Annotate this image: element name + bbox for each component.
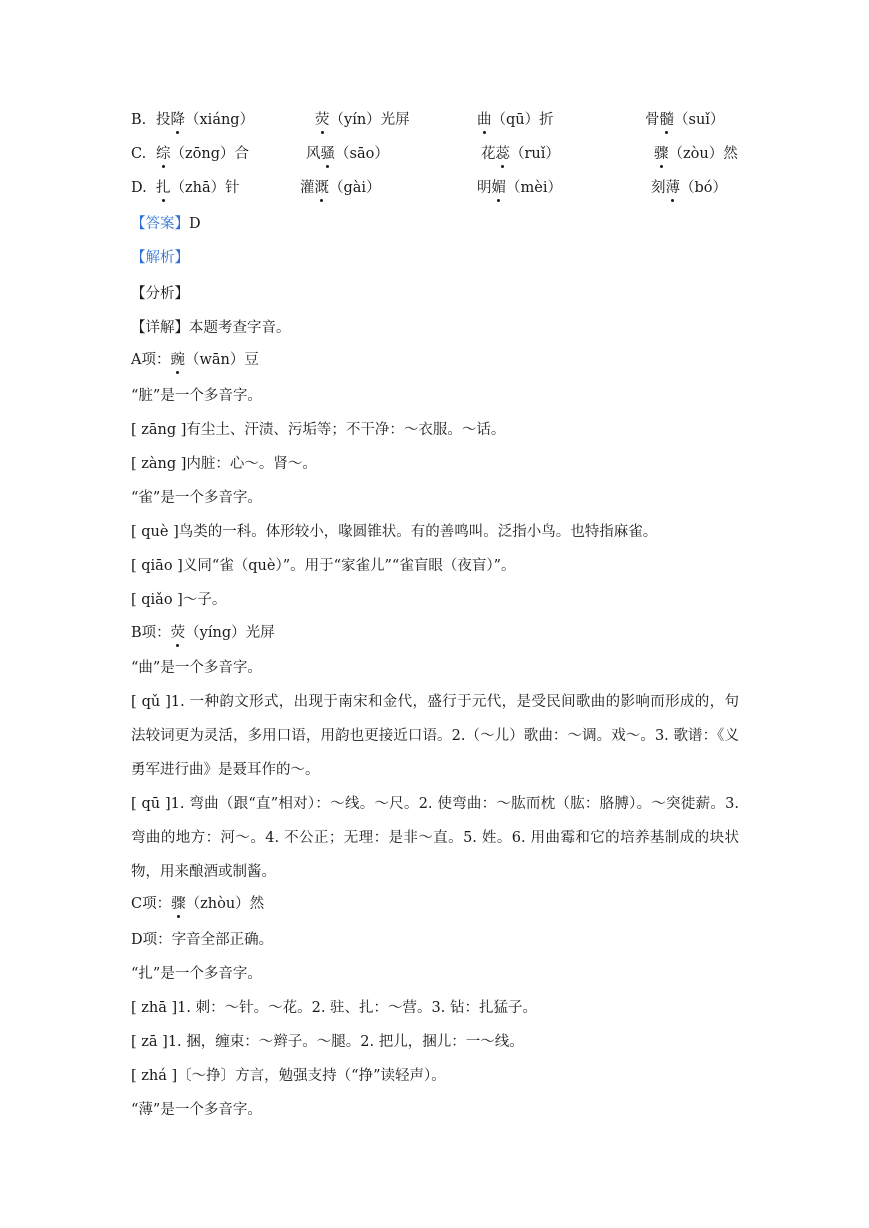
detail-intro: 【详解】本题考查字音。 xyxy=(131,320,291,336)
c-item-line: C项：骤（zhòu）然 xyxy=(131,896,265,912)
zha-def-3: [ zhá ]〔～挣〕方言，勉强支持（“挣”读轻声）。 xyxy=(131,1068,446,1084)
zha-def-2: [ zā ]1. 捆，缠束：～辫子。～腿。2. 把儿，捆儿：一～线。 xyxy=(131,1034,524,1050)
option-c-item-3: 花蕊（ruǐ） xyxy=(481,146,560,162)
zha-def-1: [ zhā ]1. 刺：～针。～花。2. 驻、扎：～营。3. 钻：扎猛子。 xyxy=(131,1000,537,1016)
answer-tag: 【答案】 xyxy=(131,216,189,232)
option-d-label: D. xyxy=(131,180,147,196)
qu-intro: “曲”是一个多音字。 xyxy=(131,660,262,676)
option-c-item-2: 风骚（sāo） xyxy=(306,146,389,162)
zang-intro: “脏”是一个多音字。 xyxy=(131,388,262,404)
option-d-item-1: 扎（zhā）针 xyxy=(156,180,240,196)
analysis-tag: 【解析】 xyxy=(131,250,189,266)
zang-def-2: [ zàng ]内脏：心～。肾～。 xyxy=(131,456,317,472)
qu-def-2: [ qū ]1. 弯曲（跟“直”相对）：～线。～尺。2. 使弯曲：～肱而枕（肱：胳膊）。～突徙薪。3. 弯曲的地方：河～。4. 不公正；无理：是非～直。5. 姓。6. 用曲霉和它的培养基制成的块状物，用来酿酒或制酱。 xyxy=(131,796,739,880)
option-d-item-3: 明媚（mèi） xyxy=(477,180,562,196)
que-intro: “雀”是一个多音字。 xyxy=(131,490,262,506)
option-b-item-3: 曲（qū）折 xyxy=(477,112,554,128)
option-b-item-1: 投降（xiáng） xyxy=(156,112,255,128)
zang-def-1: [ zāng ]有尘土、汗渍、污垢等；不干净：～衣服。～话。 xyxy=(131,422,506,438)
zha-intro: “扎”是一个多音字。 xyxy=(131,966,262,982)
answer-line xyxy=(131,214,201,234)
b-item-line: B项：荧（yíng）光屏 xyxy=(131,625,275,641)
answer-value: D xyxy=(189,216,201,232)
a-item-line: A项：豌（wān）豆 xyxy=(131,352,259,368)
option-b-label: B. xyxy=(131,112,147,128)
option-b-item-2: 荧（yín）光屏 xyxy=(315,112,410,128)
option-d-item-2: 灌溉（gài） xyxy=(300,180,381,196)
que-def-2: [ qiāo ]义同“雀（què）”。用于“家雀儿”“雀盲眼（夜盲）”。 xyxy=(131,558,516,574)
option-b-item-4: 骨髓（suǐ） xyxy=(645,112,725,128)
fenxi-heading: 【分析】 xyxy=(131,286,189,302)
option-c-item-1: 综（zōng）合 xyxy=(156,146,249,162)
option-d-item-4: 刻薄（bó） xyxy=(651,180,728,196)
d-item-line: D项：字音全部正确。 xyxy=(131,932,274,948)
option-c-item-4: 骤（zòu）然 xyxy=(654,146,738,162)
qu-def-1: [ qǔ ]1. 一种韵文形式，出现于南宋和金代，盛行于元代，是受民间歌曲的影响而形成的，句法较词更为灵活，多用口语，用韵也更接近口语。2.（～儿）歌曲：～调。戏～。3. 歌谱：《义勇军进行曲》是聂耳作的～。 xyxy=(131,694,739,778)
que-def-1: [ què ]鸟类的一科。体形较小，喙圆锥状。有的善鸣叫。泛指小鸟。也特指麻雀。 xyxy=(131,524,658,540)
bo-intro: “薄”是一个多音字。 xyxy=(131,1102,262,1118)
option-c-label: C. xyxy=(131,146,147,162)
que-def-3: [ qiǎo ]～子。 xyxy=(131,592,227,608)
